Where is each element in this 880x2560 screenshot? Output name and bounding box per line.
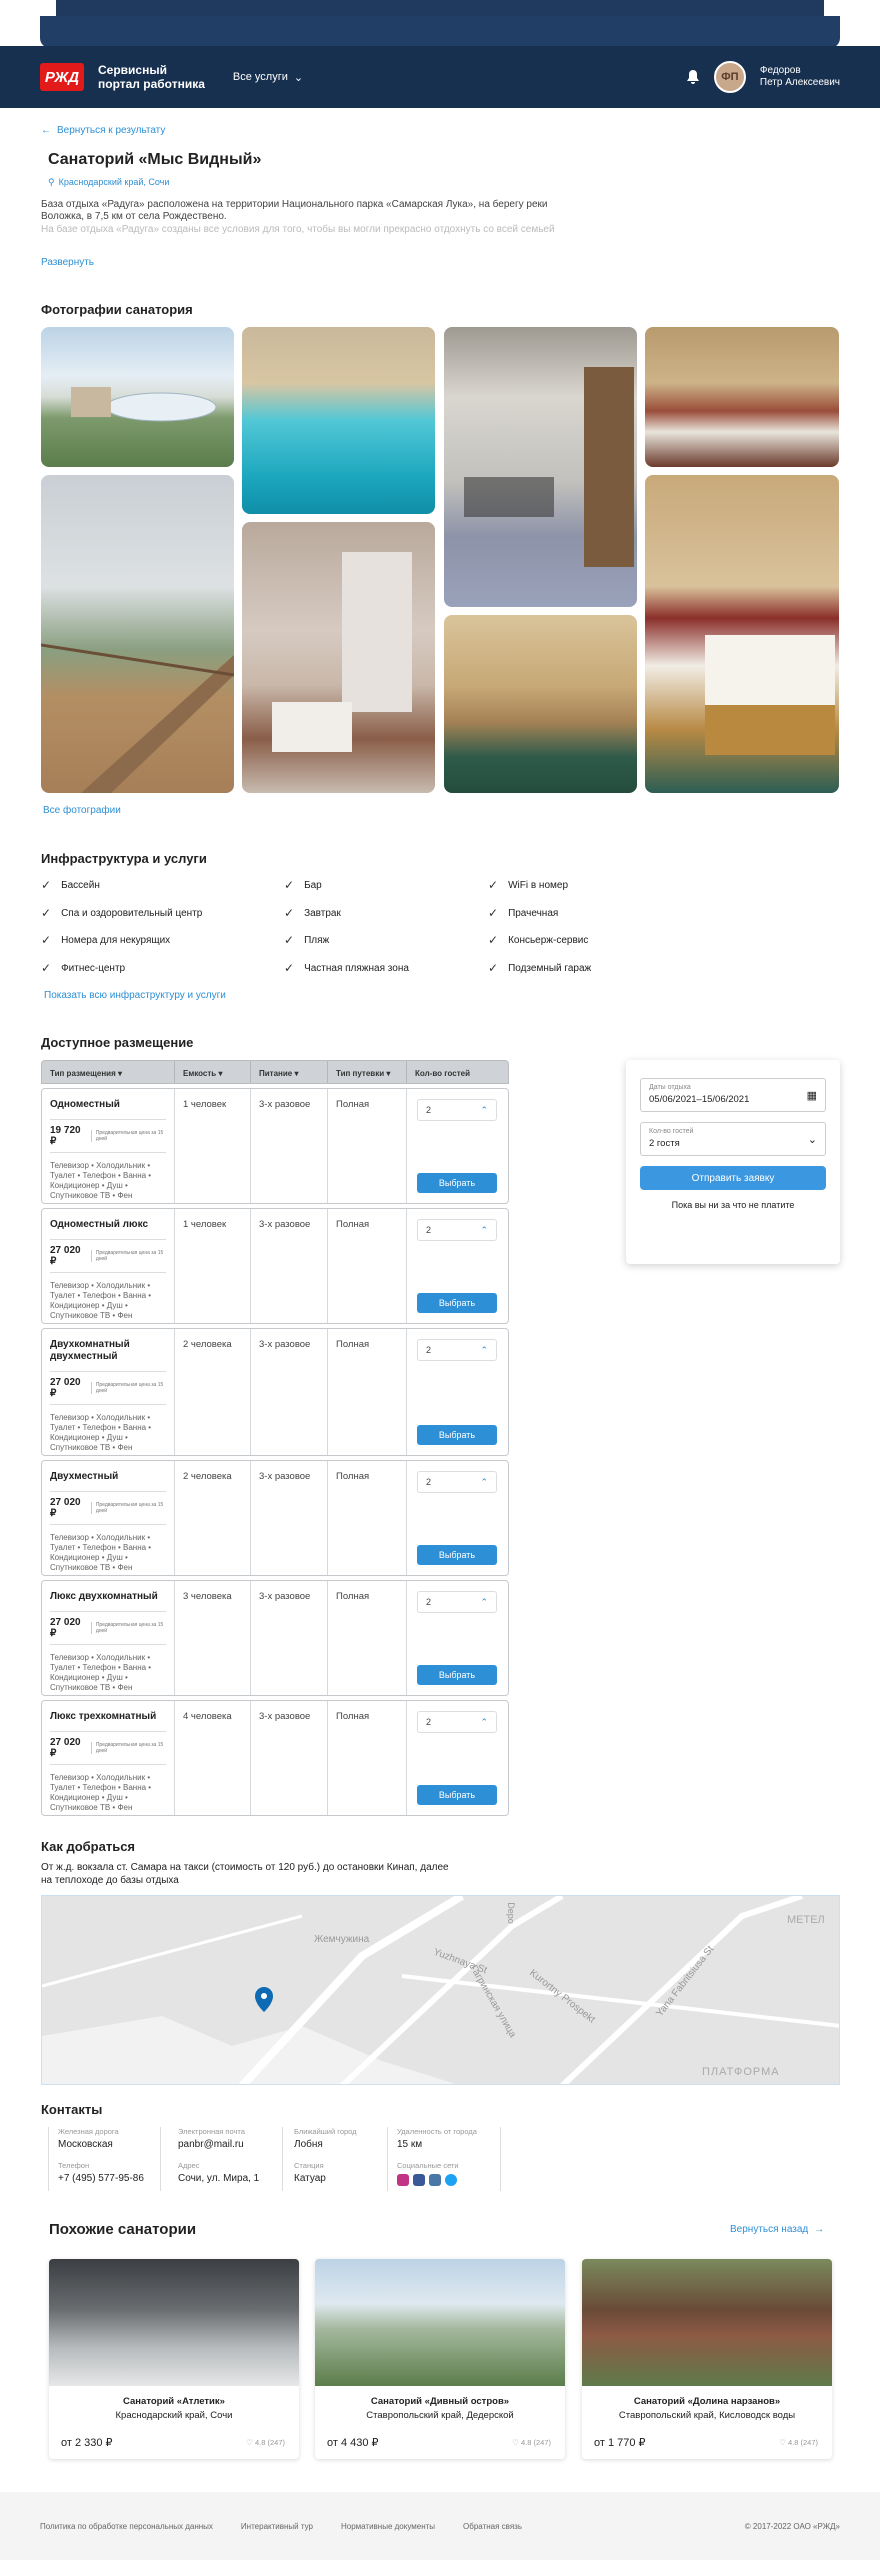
room-capacity: 4 человека: [175, 1701, 251, 1815]
map-label: МЕТЕЛ: [787, 1914, 825, 1926]
divider: [160, 2127, 161, 2191]
similar-card[interactable]: Санаторий «Дивный остров» Ставропольский край, Дедерской от 4 430 ₽ ♡ 4.8 (247): [315, 2259, 565, 2459]
photo-bedroom[interactable]: [645, 475, 839, 793]
room-name: Двухместный: [50, 1471, 119, 1482]
placement-title: Доступное размещение: [41, 1035, 194, 1050]
map-label: Гагринская улица: [467, 1963, 518, 2040]
chevron-down-icon: ⌄: [807, 1134, 817, 1146]
check-icon: ✓: [41, 878, 52, 892]
back-to-results-link[interactable]: ← Вернуться к результату: [41, 125, 166, 136]
dates-field[interactable]: Даты отдыха 05/06/2021–15/06/2021 ▦: [640, 1078, 826, 1112]
divider: [282, 2127, 283, 2191]
table-row: [41, 1460, 509, 1576]
room-food: 3-х разовое: [251, 1461, 328, 1575]
chevron-up-icon[interactable]: ⌃: [480, 1224, 488, 1235]
location-link[interactable]: ⚲ Краснодарский край, Сочи: [48, 177, 170, 187]
room-name: Одноместный люкс: [50, 1219, 149, 1230]
card-image: [315, 2259, 565, 2386]
card-rating: ♡ 4.8 (247): [246, 2438, 285, 2447]
avatar[interactable]: ФП: [714, 61, 746, 93]
check-icon: ✓: [488, 961, 499, 975]
chevron-down-icon: ⌄: [293, 71, 304, 84]
room-capacity: 1 человек: [175, 1209, 251, 1323]
infra-title: Инфраструктура и услуги: [41, 851, 207, 866]
booking-panel: [626, 1060, 840, 1264]
check-icon: ✓: [41, 906, 52, 920]
select-room-button[interactable]: Выбрать: [417, 1545, 497, 1565]
back-link[interactable]: Вернуться назад →: [730, 2224, 825, 2235]
route-title: Как добраться: [41, 1839, 136, 1854]
room-voucher: Полная: [328, 1329, 407, 1455]
room-food: 3-х разовое: [251, 1581, 328, 1695]
room-amenities: Телевизор • Холодильник • Туалет • Телефон • Ванна • Кондиционер • Душ • Спутниковое ТВ • Фен: [50, 1413, 152, 1452]
room-capacity: 2 человека: [175, 1329, 251, 1455]
infra-item: ✓ WiFi в номер: [488, 878, 569, 892]
select-room-button[interactable]: Выбрать: [417, 1665, 497, 1685]
card-price: от 1 770 ₽: [594, 2437, 646, 2449]
guests-stepper[interactable]: 2 ⌃: [417, 1711, 497, 1733]
infra-item: ✓ Номера для некурящих: [41, 933, 171, 947]
bell-icon[interactable]: [686, 69, 700, 85]
check-icon: ✓: [488, 933, 499, 947]
expand-link[interactable]: Развернуть: [41, 257, 95, 268]
room-name: Двухкомнатный двухместный: [50, 1339, 130, 1362]
room-price: 27 020 ₽ Предварительная цена за 15 дней: [50, 1239, 166, 1273]
table-row: [41, 1088, 509, 1204]
infra-item: ✓ Подземный гараж: [488, 961, 592, 975]
arrow-left-icon: ←: [41, 125, 51, 136]
infra-item: ✓ Фитнес-центр: [41, 961, 126, 975]
room-voucher: Полная: [328, 1461, 407, 1575]
chevron-up-icon[interactable]: ⌃: [480, 1476, 488, 1487]
map-label: ПЛАТФОРМА: [702, 2066, 780, 2078]
guests-stepper[interactable]: 2 ⌃: [417, 1339, 497, 1361]
description: База отдыха «Радуга» расположена на территории Национального парка «Самарская Лука», на берегу реки Воложка, в 7,5 км от села Рождествено.: [41, 199, 548, 222]
infra-item: ✓ Бассейн: [41, 878, 100, 892]
map[interactable]: [41, 1895, 840, 2085]
photos-title: Фотографии санатория: [41, 302, 193, 317]
select-room-button[interactable]: Выбрать: [417, 1425, 497, 1445]
check-icon: ✓: [284, 906, 295, 920]
room-food: 3-х разовое: [251, 1329, 328, 1455]
check-icon: ✓: [284, 933, 295, 947]
card-price: от 2 330 ₽: [61, 2437, 113, 2449]
col-food[interactable]: Питание ▾: [251, 1061, 328, 1083]
room-amenities: Телевизор • Холодильник • Туалет • Телефон • Ванна • Кондиционер • Душ • Спутниковое ТВ • Фен: [50, 1773, 152, 1812]
room-name: Люкс трехкомнатный: [50, 1711, 157, 1722]
photo-terrace[interactable]: [41, 475, 234, 793]
heart-icon[interactable]: ♡: [512, 2438, 521, 2447]
user-name[interactable]: Федоров Петр Алексеевич: [759, 65, 840, 88]
contacts-title: Контакты: [41, 2102, 103, 2117]
rzd-logo[interactable]: РЖД: [40, 63, 84, 91]
divider: [387, 2127, 388, 2191]
map-label: Kurortny Prospekt: [527, 1967, 597, 2026]
contact-distance: Удаленность от города 15 км: [397, 2127, 477, 2150]
check-icon: ✓: [488, 878, 499, 892]
map-pin-icon[interactable]: [255, 1987, 273, 2012]
contact-email[interactable]: Электронная почта panbr@mail.ru: [178, 2127, 245, 2150]
payment-note: Пока вы ни за что не платите: [671, 1200, 795, 1210]
table-row: [41, 1700, 509, 1816]
select-room-button[interactable]: Выбрать: [417, 1293, 497, 1313]
col-guests: Кол-во гостей: [415, 1069, 470, 1078]
check-icon: ✓: [41, 961, 52, 975]
card-image: [582, 2259, 832, 2386]
contact-city: Ближайший город Лобня: [294, 2127, 357, 2150]
room-price: 19 720 ₽ Предварительная цена за 15 дней: [50, 1119, 166, 1153]
heart-icon[interactable]: ♡: [779, 2438, 788, 2447]
rooms-table: [41, 1060, 509, 1816]
portal-brand: Сервисный портал работника: [98, 63, 205, 91]
map-label: Depo: [505, 1902, 516, 1924]
photo-pool[interactable]: [242, 327, 435, 514]
room-voucher: Полная: [328, 1701, 407, 1815]
chevron-up-icon[interactable]: ⌃: [480, 1596, 488, 1607]
infra-item: ✓ Спа и оздоровительный центр: [41, 906, 203, 920]
check-icon: ✓: [284, 961, 295, 975]
room-food: 3-х разовое: [251, 1089, 328, 1203]
room-amenities: Телевизор • Холодильник • Туалет • Телефон • Ванна • Кондиционер • Душ • Спутниковое ТВ • Фен: [50, 1161, 152, 1200]
room-voucher: Полная: [328, 1089, 407, 1203]
check-icon: ✓: [41, 933, 52, 947]
infra-item: ✓ Бар: [284, 878, 322, 892]
card-rating: ♡ 4.8 (247): [779, 2438, 818, 2447]
vk-icon[interactable]: [429, 2174, 441, 2186]
select-room-button[interactable]: Выбрать: [417, 1173, 497, 1193]
page-title: Санаторий «Мыс Видный»: [48, 151, 262, 168]
map-label: Yana Fabritsiusa St: [654, 1944, 717, 2019]
infra-all-link[interactable]: Показать всю инфраструктуру и услуги: [44, 990, 226, 1001]
all-services-menu[interactable]: Все услуги ⌄: [232, 71, 304, 84]
table-row: [41, 1580, 509, 1696]
room-food: 3-х разовое: [251, 1701, 328, 1815]
guests-stepper[interactable]: 2 ⌃: [417, 1099, 497, 1121]
card-image: [49, 2259, 299, 2386]
infra-item: ✓ Прачечная: [488, 906, 559, 920]
chevron-up-icon[interactable]: ⌃: [480, 1716, 488, 1727]
room-price: 27 020 ₽ Предварительная цена за 15 дней: [50, 1491, 166, 1525]
similar-title: Похожие санатории: [49, 2221, 197, 2238]
submit-request-button[interactable]: Отправить заявку: [640, 1166, 826, 1190]
footer-tour-link[interactable]: Интерактивный тур: [240, 2521, 313, 2531]
copyright: © 2017-2022 ОАО «РЖД»: [744, 2521, 840, 2531]
notification-stack-layer: [40, 16, 840, 48]
table-row: [41, 1328, 509, 1456]
pin-icon: ⚲: [48, 177, 55, 187]
room-name: Одноместный: [50, 1099, 120, 1110]
infra-item: ✓ Частная пляжная зона: [284, 961, 409, 975]
similar-card[interactable]: Санаторий «Долина нарзанов» Ставропольский край, Кисловодск воды от 1 770 ₽ ♡ 4.8 (247): [582, 2259, 832, 2459]
similar-card[interactable]: Санаторий «Атлетик» Краснодарский край, Сочи от 2 330 ₽ ♡ 4.8 (247): [49, 2259, 299, 2459]
room-capacity: 3 человека: [175, 1581, 251, 1695]
room-voucher: Полная: [328, 1209, 407, 1323]
chevron-up-icon[interactable]: ⌃: [480, 1104, 488, 1115]
heart-icon[interactable]: ♡: [246, 2438, 255, 2447]
room-price: 27 020 ₽ Предварительная цена за 15 дней: [50, 1611, 166, 1645]
chevron-up-icon[interactable]: ⌃: [480, 1344, 488, 1355]
route-text: От ж.д. вокзала ст. Самара на такси (стоимость от 120 руб.) до остановки Кинап, далее на теплоходе до базы отдыха: [41, 1862, 449, 1886]
table-header: [41, 1060, 509, 1084]
table-row: [41, 1208, 509, 1324]
contact-social: Социальные сети: [397, 2161, 459, 2186]
divider: [500, 2127, 501, 2191]
room-price: 27 020 ₽ Предварительная цена за 15 дней: [50, 1731, 166, 1765]
footer-docs-link[interactable]: Нормативные документы: [340, 2521, 436, 2531]
select-room-button[interactable]: Выбрать: [417, 1785, 497, 1805]
footer: [0, 2492, 880, 2560]
col-type[interactable]: Тип размещения ▾: [42, 1061, 175, 1083]
check-icon: ✓: [488, 906, 499, 920]
contact-address: Адрес Сочи, ул. Мира, 1: [178, 2161, 260, 2184]
room-amenities: Телевизор • Холодильник • Туалет • Телефон • Ванна • Кондиционер • Душ • Спутниковое ТВ • Фен: [50, 1533, 152, 1572]
divider: [48, 2127, 49, 2191]
guests-stepper[interactable]: 2 ⌃: [417, 1471, 497, 1493]
room-price: 27 020 ₽ Предварительная цена за 15 дней: [50, 1371, 166, 1405]
infra-item: ✓ Завтрак: [284, 906, 341, 920]
col-voucher[interactable]: Тип путевки ▾: [328, 1061, 407, 1083]
contact-station: Станция Катуар: [294, 2161, 326, 2184]
room-capacity: 1 человек: [175, 1089, 251, 1203]
description-faded: На базе отдыха «Радуга» созданы все условия для того, чтобы вы могли прекрасно отдохнуть со всей семьей: [41, 224, 555, 235]
facebook-icon[interactable]: [413, 2174, 425, 2186]
infra-item: ✓ Пляж: [284, 933, 330, 947]
photo-gym[interactable]: [444, 327, 637, 607]
photo-bathroom[interactable]: [242, 522, 435, 793]
top-header: [0, 46, 880, 108]
all-photos-link[interactable]: Все фотографии: [43, 805, 121, 816]
room-name: Люкс двухкомнатный: [50, 1591, 158, 1602]
photo-lounge[interactable]: [444, 615, 637, 793]
photo-resort-exterior[interactable]: [41, 327, 234, 467]
photo-restaurant[interactable]: [645, 327, 839, 467]
twitter-icon[interactable]: [445, 2174, 457, 2186]
guests-stepper[interactable]: 2 ⌃: [417, 1591, 497, 1613]
room-food: 3-х разовое: [251, 1209, 328, 1323]
calendar-icon: ▦: [806, 1090, 817, 1102]
map-label: Yuzhnaya St: [431, 1946, 489, 1977]
guests-select[interactable]: Кол-во гостей 2 гостя ⌄: [640, 1122, 826, 1156]
room-voucher: Полная: [328, 1581, 407, 1695]
contact-rail: Железная дорога Московская: [58, 2127, 119, 2150]
arrow-right-icon: →: [814, 2224, 825, 2235]
check-icon: ✓: [284, 878, 295, 892]
card-rating: ♡ 4.8 (247): [512, 2438, 551, 2447]
footer-feedback-link[interactable]: Обратная связь: [463, 2521, 522, 2531]
footer-policy-link[interactable]: Политика по обработке персональных данных: [40, 2521, 213, 2531]
room-amenities: Телевизор • Холодильник • Туалет • Телефон • Ванна • Кондиционер • Душ • Спутниковое ТВ • Фен: [50, 1653, 152, 1692]
col-capacity[interactable]: Емкость ▾: [175, 1061, 251, 1083]
room-capacity: 2 человека: [175, 1461, 251, 1575]
infra-item: ✓ Консьерж-сервис: [488, 933, 589, 947]
room-amenities: Телевизор • Холодильник • Туалет • Телефон • Ванна • Кондиционер • Душ • Спутниковое ТВ • Фен: [50, 1281, 152, 1320]
contact-phone[interactable]: Телефон +7 (495) 577-95-86: [58, 2161, 144, 2184]
instagram-icon[interactable]: [397, 2174, 409, 2186]
map-label: Жемчужина: [314, 1934, 370, 1945]
guests-stepper[interactable]: 2 ⌃: [417, 1219, 497, 1241]
card-price: от 4 430 ₽: [327, 2437, 379, 2449]
